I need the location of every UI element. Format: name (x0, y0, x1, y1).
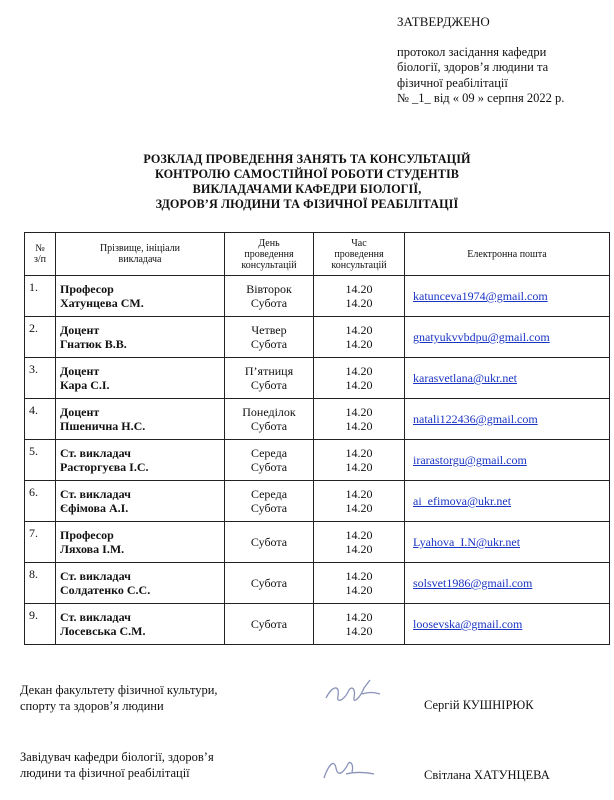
teacher-name: Гнатюк В.В. (60, 337, 127, 351)
table-row (25, 604, 610, 645)
table-row (25, 522, 610, 563)
row-number: 1. (25, 276, 56, 317)
approval-line: фізичної реабілітації (397, 75, 508, 90)
teacher-position: Ст. викладач (60, 569, 131, 583)
head-title: Завідувач кафедри біології, здоров’я людини та фізичної реабілітації (20, 750, 214, 780)
teacher-position: Доцент (60, 405, 100, 419)
teacher-name: Расторгуєва І.С. (60, 460, 149, 474)
teacher-position: Професор (60, 282, 114, 296)
schedule-table (24, 232, 610, 645)
consultation-times: 14.20 14.20 (314, 358, 405, 399)
consultation-times: 14.20 14.20 (314, 563, 405, 604)
approval-heading: ЗАТВЕРДЖЕНО (397, 14, 490, 29)
header-time: Час проведення консультацій (314, 233, 405, 276)
email-link[interactable]: Lyahova_I.N@ukr.net (413, 535, 521, 549)
header-email: Електронна пошта (405, 233, 610, 276)
approval-line: № _1_ від « 09 » серпня 2022 р. (397, 91, 565, 105)
teacher-cell (56, 604, 225, 645)
table-row (25, 481, 610, 522)
row-number: 2. (25, 317, 56, 358)
email-cell (405, 399, 610, 440)
email-link[interactable]: loosevska@gmail.com (413, 617, 523, 631)
email-cell (405, 522, 610, 563)
head-name: Світлана ХАТУНЦЕВА (424, 768, 550, 782)
row-number: 7. (25, 522, 56, 563)
consultation-times: 14.20 14.20 (314, 399, 405, 440)
table-header-row (25, 233, 610, 276)
teacher-position: Доцент (60, 364, 100, 378)
teacher-position: Професор (60, 528, 114, 542)
row-number: 3. (25, 358, 56, 399)
email-cell (405, 481, 610, 522)
consultation-days: Вівторок Субота (225, 276, 314, 317)
approval-line: біології, здоров’я людини та (397, 60, 549, 74)
row-number: 9. (25, 604, 56, 645)
teacher-cell (56, 317, 225, 358)
approval-block (397, 14, 609, 107)
table-row (25, 399, 610, 440)
teacher-name: Солдатенко С.С. (60, 583, 151, 597)
consultation-days: Субота (225, 522, 314, 563)
consultation-times: 14.20 14.20 (314, 522, 405, 563)
teacher-name: Пшенична Н.С. (60, 419, 146, 433)
email-cell (405, 440, 610, 481)
email-cell (405, 604, 610, 645)
approval-line: протокол засідання кафедри (397, 44, 547, 59)
head-signature (318, 752, 380, 786)
teacher-name: Ляхова І.М. (60, 542, 125, 556)
consultation-times: 14.20 14.20 (314, 276, 405, 317)
consultation-days: Понеділок Субота (225, 399, 314, 440)
teacher-cell (56, 522, 225, 563)
email-cell (405, 358, 610, 399)
consultation-times: 14.20 14.20 (314, 604, 405, 645)
email-cell (405, 563, 610, 604)
teacher-cell (56, 481, 225, 522)
teacher-cell (56, 276, 225, 317)
row-number: 8. (25, 563, 56, 604)
consultation-times: 14.20 14.20 (314, 481, 405, 522)
consultation-days: Середа Субота (225, 440, 314, 481)
table-row (25, 358, 610, 399)
table-row (25, 317, 610, 358)
dean-title: Декан факультету фізичної культури, спорту та здоров’я людини (20, 683, 218, 713)
teacher-name: Єфімова А.І. (60, 501, 129, 515)
row-number: 5. (25, 440, 56, 481)
consultation-days: Субота (225, 563, 314, 604)
consultation-times: 14.20 14.20 (314, 317, 405, 358)
document-title (0, 152, 614, 212)
header-day: День проведення консультацій (225, 233, 314, 276)
email-link[interactable]: irarastorgu@gmail.com (413, 453, 527, 467)
email-cell (405, 317, 610, 358)
teacher-position: Ст. викладач (60, 446, 131, 460)
consultation-times: 14.20 14.20 (314, 440, 405, 481)
dean-signature (322, 676, 384, 710)
email-link[interactable]: solsvet1986@gmail.com (413, 576, 533, 590)
teacher-cell (56, 358, 225, 399)
row-number: 6. (25, 481, 56, 522)
consultation-days: Середа Субота (225, 481, 314, 522)
teacher-cell (56, 399, 225, 440)
teacher-name: Кара С.І. (60, 378, 110, 392)
title-line: РОЗКЛАД ПРОВЕДЕННЯ ЗАНЯТЬ ТА КОНСУЛЬТАЦІЙ (143, 152, 471, 166)
header-name: Прізвище, ініціали викладача (56, 233, 225, 276)
teacher-cell (56, 440, 225, 481)
teacher-position: Ст. викладач (60, 487, 131, 501)
email-link[interactable]: natali122436@gmail.com (413, 412, 538, 426)
title-line: ВИКЛАДАЧАМИ КАФЕДРИ БІОЛОГІЇ, (192, 182, 422, 196)
consultation-days: П’ятниця Субота (225, 358, 314, 399)
teacher-position: Доцент (60, 323, 100, 337)
email-link[interactable]: ai_efimova@ukr.net (413, 494, 512, 508)
teacher-name: Хатунцева СМ. (60, 296, 144, 310)
table-row (25, 276, 610, 317)
teacher-cell (56, 563, 225, 604)
table-row (25, 563, 610, 604)
dean-name: Сергій КУШНІРЮК (424, 698, 534, 712)
email-link[interactable]: gnatyukvvbdpu@gmail.com (413, 330, 550, 344)
table-row (25, 440, 610, 481)
email-cell (405, 276, 610, 317)
consultation-days: Четвер Субота (225, 317, 314, 358)
header-num: № з/п (25, 233, 56, 276)
row-number: 4. (25, 399, 56, 440)
teacher-position: Ст. викладач (60, 610, 131, 624)
email-link[interactable]: katunceva1974@gmail.com (413, 289, 548, 303)
title-line: КОНТРОЛЮ САМОСТІЙНОЇ РОБОТИ СТУДЕНТІВ (154, 167, 460, 181)
teacher-name: Лосевська С.М. (60, 624, 146, 638)
title-line: ЗДОРОВ’Я ЛЮДИНИ ТА ФІЗИЧНОЇ РЕАБІЛІТАЦІЇ (155, 197, 459, 211)
email-link[interactable]: karasvetlana@ukr.net (413, 371, 518, 385)
consultation-days: Субота (225, 604, 314, 645)
